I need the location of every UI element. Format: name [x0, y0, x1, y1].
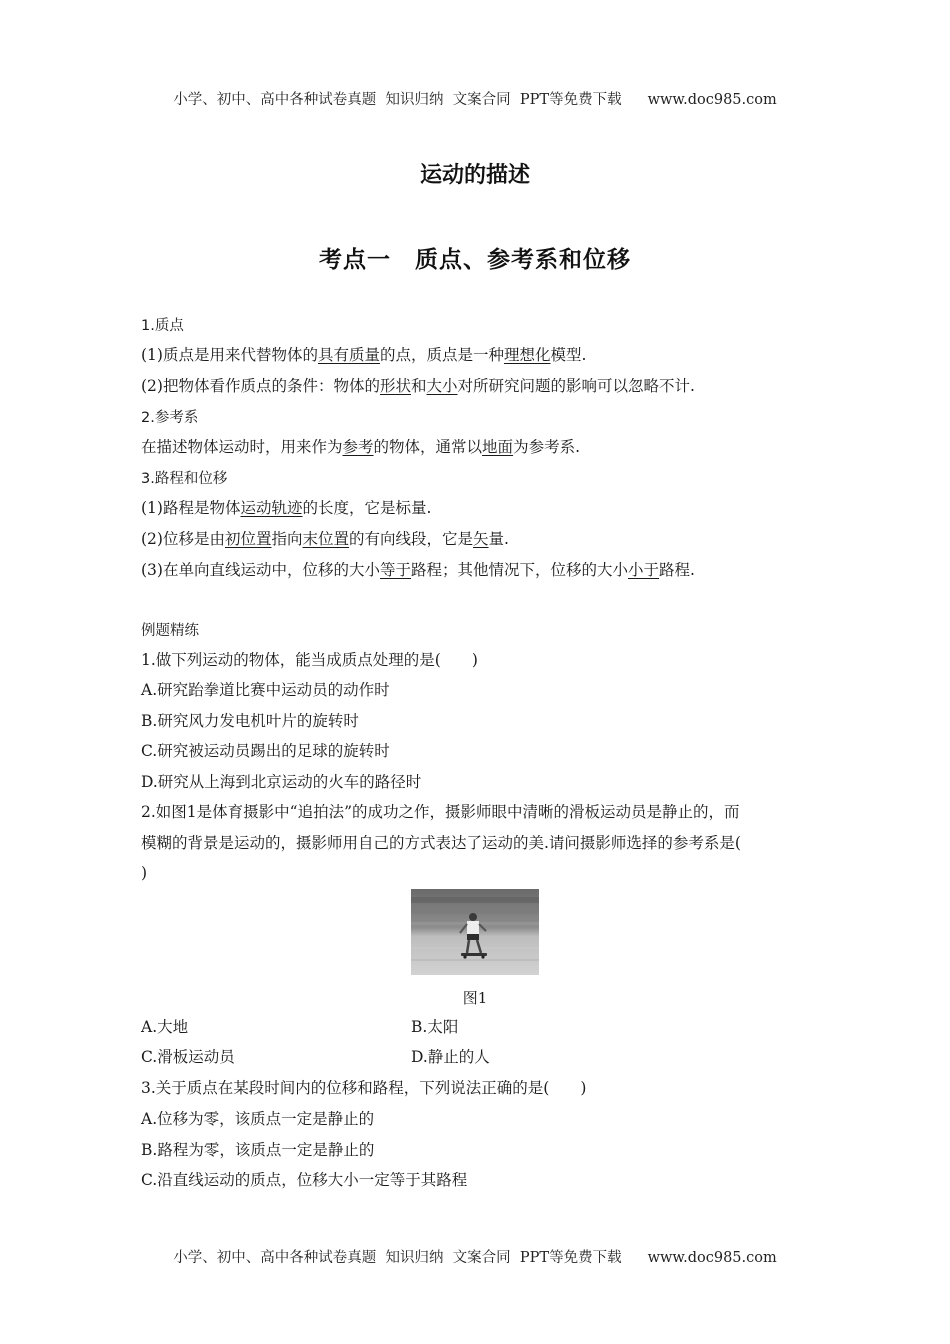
s3-p2: (2)位移是由初位置指向末位置的有向线段，它是矢量.	[141, 530, 509, 548]
q1-option-d: D.研究从上海到北京运动的火车的路径时	[141, 773, 422, 791]
q2-option-c: C.滑板运动员	[141, 1048, 235, 1066]
blank-answer: 末位置	[302, 530, 350, 548]
page-footer	[0, 1246, 950, 1267]
q3-option-a: A.位移为零，该质点一定是静止的	[141, 1110, 375, 1128]
footer-text: 小学、初中、高中各种试卷真题 知识归纳 文案合同 PPT等免费下载	[173, 1250, 622, 1266]
header-url[interactable]: www.doc985.com	[647, 92, 777, 108]
s1-p1: (1)质点是用来代替物体的具有质量的点，质点是一种理想化模型.	[141, 346, 587, 364]
q1-option-c: C.研究被运动员踢出的足球的旋转时	[141, 742, 390, 760]
q2-option-a: A.大地	[141, 1018, 189, 1036]
s3-p3: (3)在单向直线运动中，位移的大小等于路程；其他情况下，位移的大小小于路程.	[141, 561, 695, 579]
figure-caption: 图1	[462, 989, 488, 1007]
examples-heading: 例题精练	[141, 623, 199, 639]
s2-heading: 2.参考系	[141, 410, 199, 426]
footer-url[interactable]: www.doc985.com	[647, 1250, 777, 1266]
q2-stem-line2: 模糊的背景是运动的，摄影师用自己的方式表达了运动的美.请问摄影师选择的参考系是(	[141, 834, 741, 852]
q1-option-a: A.研究跆拳道比赛中运动员的动作时	[141, 681, 390, 699]
blank-answer: 形状	[379, 377, 411, 395]
q3-option-c: C.沿直线运动的质点，位移大小一定等于其路程	[141, 1171, 468, 1189]
blank-answer: 地面	[482, 438, 514, 456]
blank-answer: 大小	[426, 377, 458, 395]
blank-answer: 矢	[473, 530, 489, 548]
blank-answer: 参考	[342, 438, 374, 456]
q3-stem: 3.关于质点在某段时间内的位移和路程，下列说法正确的是( )	[141, 1079, 587, 1097]
section-title: 考点一 质点、参考系和位移	[319, 247, 631, 273]
blank-answer: 理想化	[504, 346, 551, 364]
blank-answer: 初位置	[224, 530, 272, 548]
q2-stem-line1: 2.如图1是体育摄影中“追拍法”的成功之作，摄影师眼中清晰的滑板运动员是静止的，而	[141, 803, 740, 821]
q2-option-d: D.静止的人	[411, 1048, 490, 1066]
s1-p2: (2)把物体看作质点的条件：物体的形状和大小对所研究问题的影响可以忽略不计.	[141, 377, 695, 395]
q2-option-b: B.太阳	[411, 1018, 459, 1036]
s3-heading: 3.路程和位移	[141, 471, 228, 487]
s1-heading: 1.质点	[141, 318, 184, 334]
blank-answer: 运动轨迹	[240, 499, 303, 517]
q2-stem-line3: )	[141, 864, 148, 882]
s2-p1: 在描述物体运动时，用来作为参考的物体，通常以地面为参考系.	[141, 438, 580, 456]
q1-stem: 1.做下列运动的物体，能当成质点处理的是( )	[141, 651, 478, 669]
blank-answer: 小于	[628, 561, 660, 579]
q3-option-b: B.路程为零，该质点一定是静止的	[141, 1141, 375, 1159]
page-header	[0, 88, 950, 109]
document-title: 运动的描述	[419, 163, 530, 188]
skateboarder-photo	[411, 889, 539, 975]
blank-answer: 具有质量	[317, 346, 380, 364]
s3-p1: (1)路程是物体运动轨迹的长度，它是标量.	[141, 499, 432, 517]
blank-answer: 等于	[379, 561, 411, 579]
header-text: 小学、初中、高中各种试卷真题 知识归纳 文案合同 PPT等免费下载	[173, 92, 622, 108]
q1-option-b: B.研究风力发电机叶片的旋转时	[141, 712, 359, 730]
